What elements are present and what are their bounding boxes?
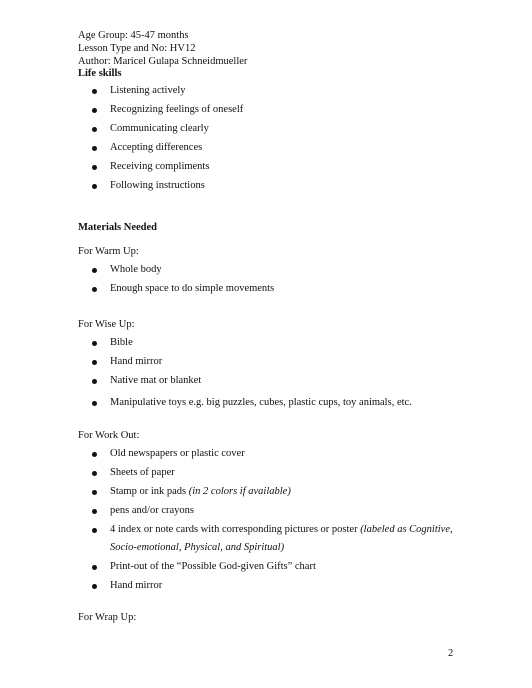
work-out-item: Print-out of the “Possible God-given Gifts” chart <box>110 561 316 572</box>
work-out-item: Hand mirror <box>110 580 163 591</box>
life-skill-item: Recognizing feelings of oneself <box>110 104 244 115</box>
life-skill-item: Listening actively <box>110 85 186 96</box>
wise-up-item: Hand mirror <box>110 356 163 367</box>
warm-up-label: For Warm Up: <box>78 246 139 257</box>
life-skill-item: Accepting differences <box>110 142 203 153</box>
work-out-item-continuation <box>110 542 284 553</box>
work-out-item <box>110 486 291 497</box>
bullet-icon <box>92 89 97 94</box>
bullet-icon <box>92 127 97 132</box>
bullet-icon <box>92 471 97 476</box>
lesson-line: Lesson Type and No: HV12 <box>78 43 196 54</box>
life-skills-heading: Life skills <box>78 68 122 79</box>
bullet-icon <box>92 165 97 170</box>
work-out-label: For Work Out: <box>78 430 140 441</box>
wise-up-item: Bible <box>110 337 133 348</box>
work-out-item: Sheets of paper <box>110 467 175 478</box>
work-out-item-note: Socio-emotional, Physical, and Spiritual) <box>110 542 285 553</box>
work-out-item: pens and/or crayons <box>110 505 194 516</box>
page-number: 2 <box>448 648 454 659</box>
bullet-icon <box>92 379 97 384</box>
bullet-icon <box>92 528 97 533</box>
work-out-item-text: 4 index or note cards with corresponding pictures or poster <box>110 524 361 535</box>
bullet-icon <box>92 565 97 570</box>
bullet-icon <box>92 452 97 457</box>
warm-up-item: Whole body <box>110 264 162 275</box>
bullet-icon <box>92 509 97 514</box>
bullet-icon <box>92 108 97 113</box>
work-out-item <box>110 524 453 535</box>
work-out-item-note: (in 2 colors if available) <box>188 486 291 497</box>
bullet-icon <box>92 360 97 365</box>
work-out-item-text: Stamp or ink pads <box>110 486 189 497</box>
bullet-icon <box>92 146 97 151</box>
age-group-line: Age Group: 45-47 months <box>78 30 189 41</box>
bullet-icon <box>92 341 97 346</box>
work-out-item-note: (labeled as Cognitive, <box>360 524 453 535</box>
warm-up-item: Enough space to do simple movements <box>110 283 275 294</box>
life-skill-item: Receiving compliments <box>110 161 210 172</box>
wise-up-label: For Wise Up: <box>78 319 135 330</box>
bullet-icon <box>92 401 97 406</box>
bullet-icon <box>92 584 97 589</box>
life-skill-item: Following instructions <box>110 180 205 191</box>
life-skill-item: Communicating clearly <box>110 123 209 134</box>
wise-up-item: Manipulative toys e.g. big puzzles, cubes, plastic cups, toy animals, etc. <box>110 397 412 408</box>
bullet-icon <box>92 490 97 495</box>
wise-up-item: Native mat or blanket <box>110 375 202 386</box>
work-out-item: Old newspapers or plastic cover <box>110 448 245 459</box>
materials-heading: Materials Needed <box>78 222 158 233</box>
wrap-up-label: For Wrap Up: <box>78 612 137 623</box>
bullet-icon <box>92 268 97 273</box>
author-line: Author: Maricel Gulapa Schneidmueller <box>78 56 248 67</box>
bullet-icon <box>92 184 97 189</box>
bullet-icon <box>92 287 97 292</box>
